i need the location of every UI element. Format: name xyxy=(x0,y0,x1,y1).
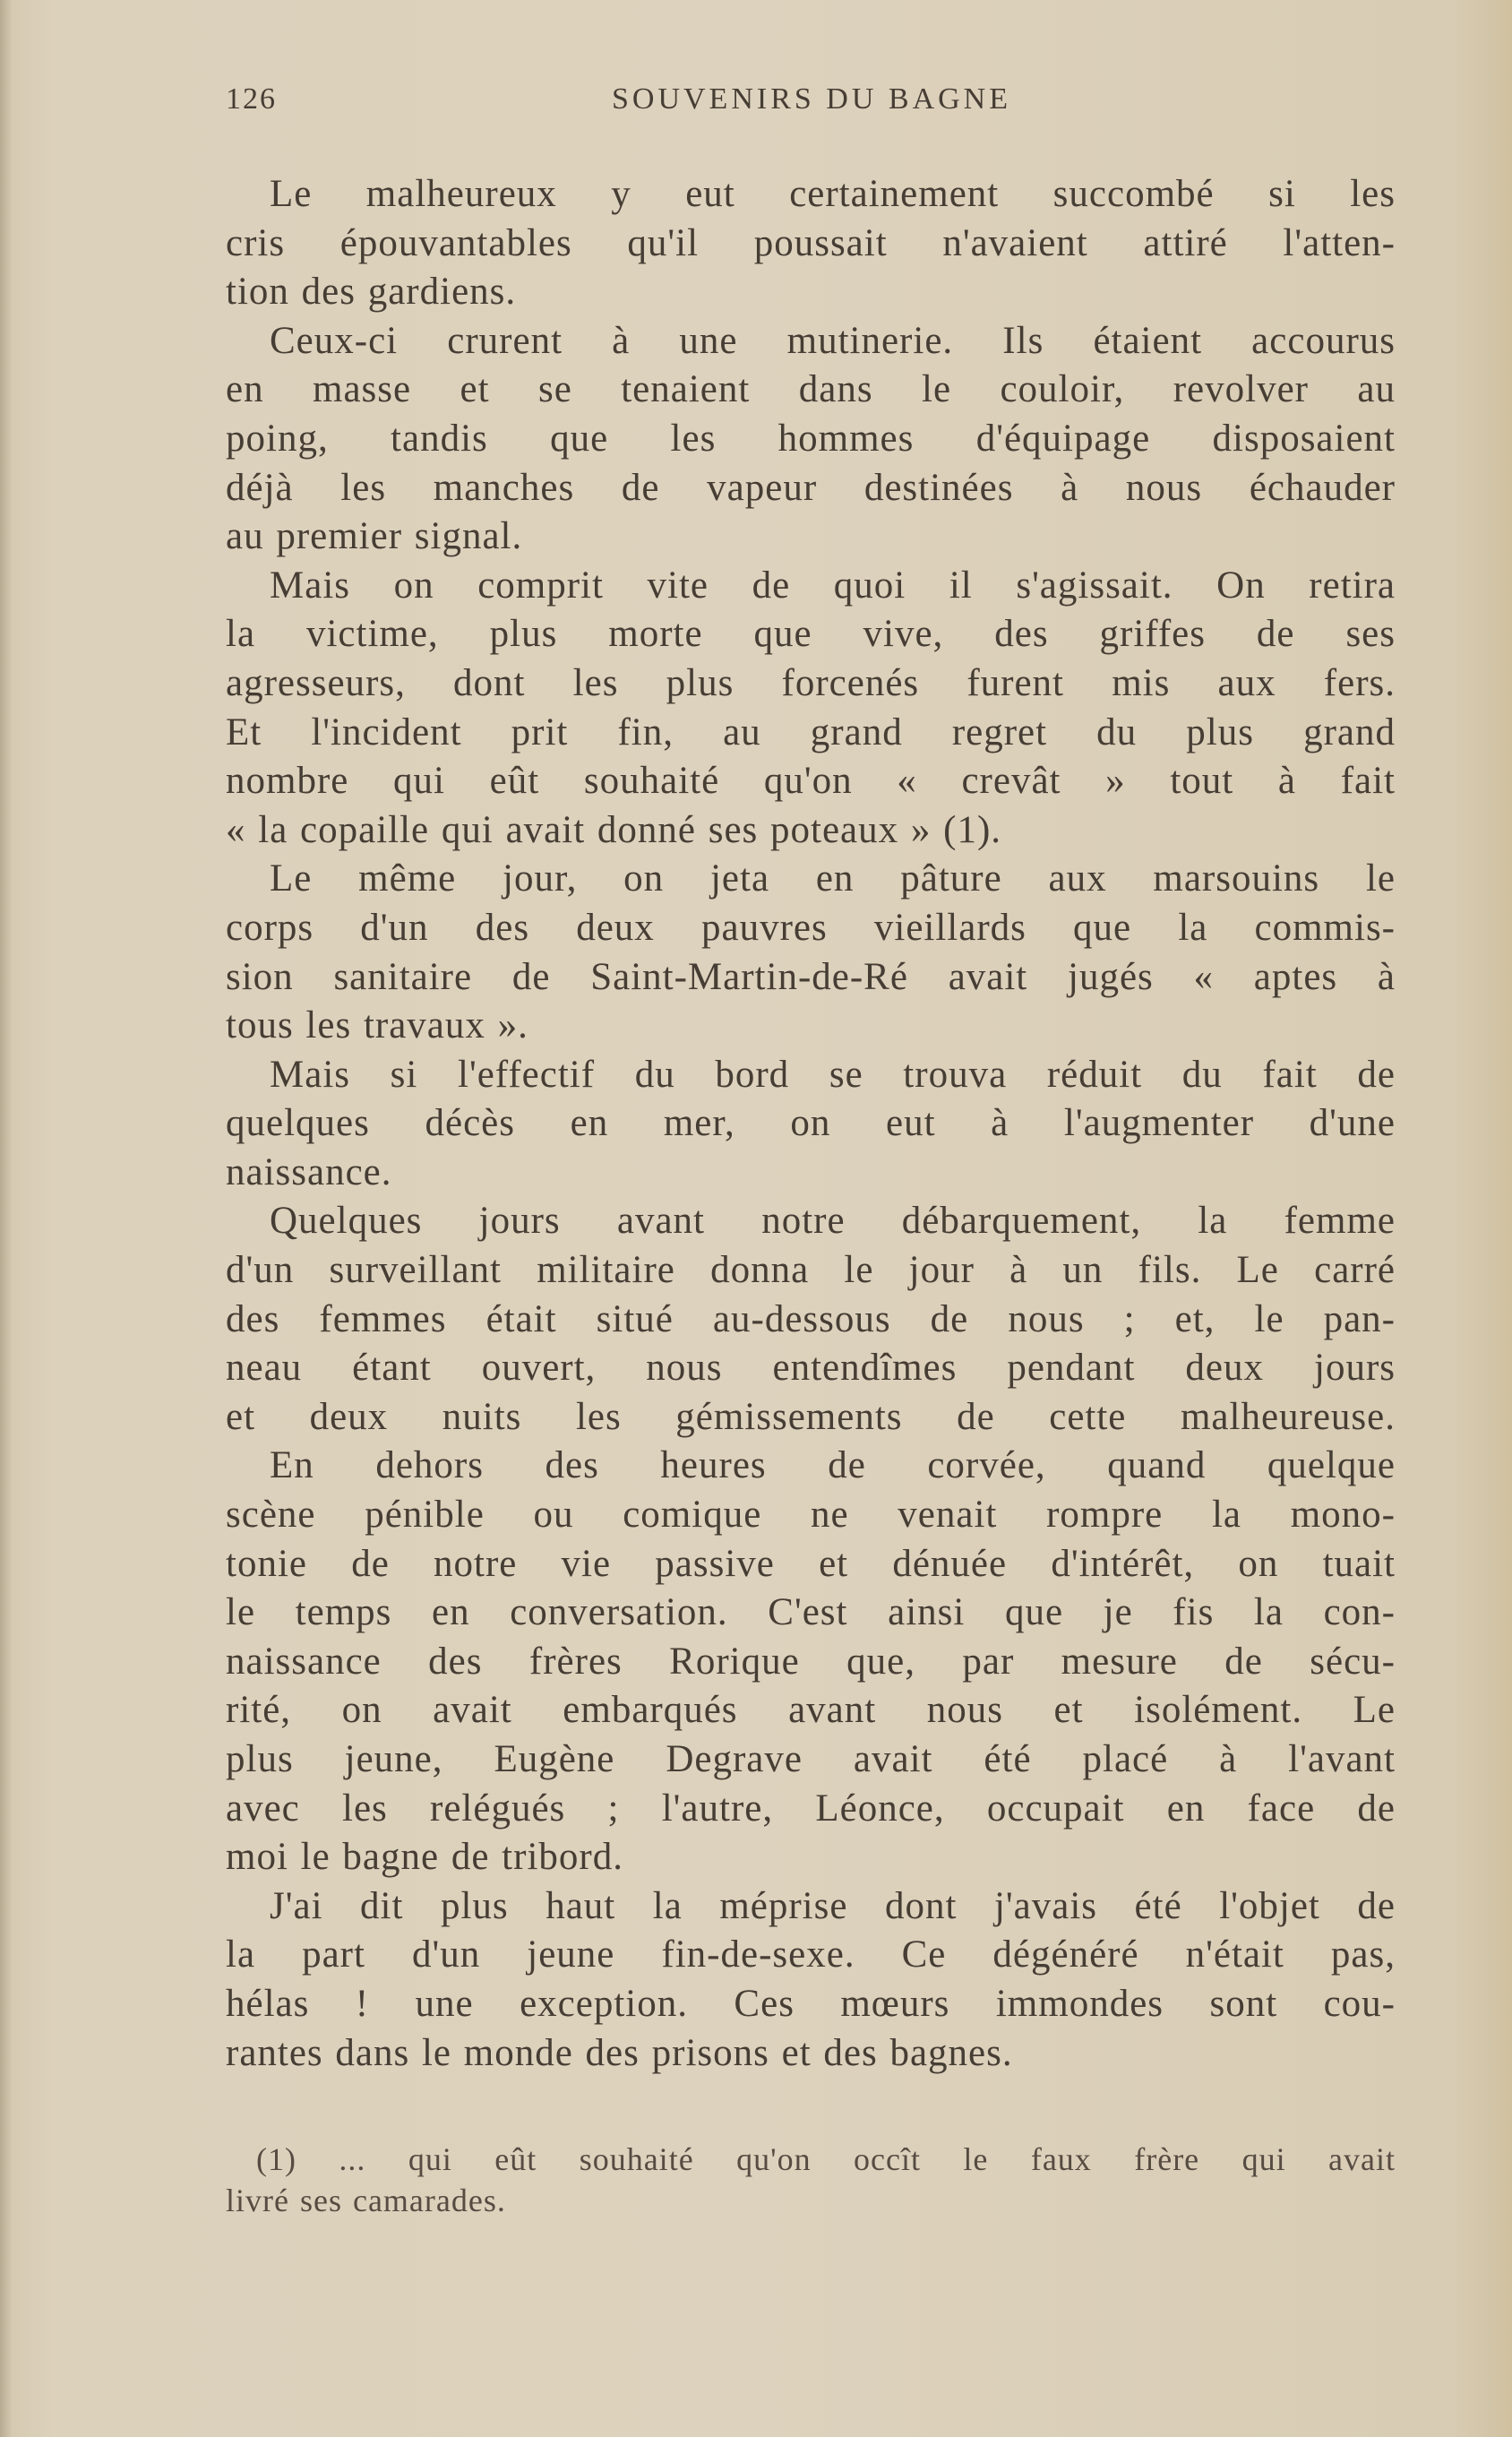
text-line: avec les relégués ; l'autre, Léonce, occupait en face de xyxy=(226,1787,1396,1830)
text-line: au premier signal. xyxy=(226,515,523,558)
text-line: plus jeune, Eugène Degrave avait été placé à l'avant xyxy=(226,1738,1396,1780)
text-line: tous les travaux ». xyxy=(226,1004,528,1047)
text-line: corps d'un des deux pauvres vieillards que la commis- xyxy=(226,906,1396,949)
text-line: Le malheureux y eut certainement succombé si les xyxy=(270,173,1396,215)
text-line: Quelques jours avant notre débarquement, la femme xyxy=(270,1200,1396,1243)
text-line: déjà les manches de vapeur destinées à nous échauder xyxy=(226,466,1396,509)
text-line: le temps en conversation. C'est ainsi que je fis la con- xyxy=(226,1591,1396,1634)
text-line: rantes dans le monde des prisons et des bagnes. xyxy=(226,2031,1013,2074)
text-line: d'un surveillant militaire donna le jour à un fils. Le carré xyxy=(226,1249,1396,1292)
footnote xyxy=(226,2139,1396,2221)
text-line: « la copaille qui avait donné ses poteaux » (1). xyxy=(226,808,1002,851)
text-line: Ceux-ci crurent à une mutinerie. Ils étaient accourus xyxy=(270,319,1396,362)
text-line: En dehors des heures de corvée, quand quelque xyxy=(270,1444,1396,1487)
text-line: moi le bagne de tribord. xyxy=(226,1836,623,1879)
text-line: la part d'un jeune fin-de-sexe. Ce dégénéré n'était pas, xyxy=(226,1933,1396,1976)
page-number: 126 xyxy=(226,82,277,116)
text-line: Et l'incident prit fin, au grand regret du plus grand xyxy=(226,710,1396,753)
text-line: hélas ! une exception. Ces mœurs immondes sont cou- xyxy=(226,1982,1396,2025)
text-line: quelques décès en mer, on eut à l'augmenter d'une xyxy=(226,1102,1396,1145)
text-line: Mais si l'effectif du bord se trouva réduit du fait de xyxy=(270,1053,1396,1096)
text-line: agresseurs, dont les plus forcenés furent mis aux fers. xyxy=(226,661,1396,704)
text-line: et deux nuits les gémissements de cette malheureuse. xyxy=(226,1395,1396,1438)
text-line: sion sanitaire de Saint-Martin-de-Ré avait jugés « aptes à xyxy=(226,955,1396,998)
footnote-line: livré ses camarades. xyxy=(226,2183,506,2218)
text-line: Mais on comprit vite de quoi il s'agissait. On retira xyxy=(270,564,1396,607)
body-text xyxy=(226,170,1396,2078)
text-line: naissance des frères Rorique que, par mesure de sécu- xyxy=(226,1640,1396,1683)
running-head: SOUVENIRS DU BAGNE xyxy=(611,82,1012,116)
text-line: rité, on avait embarqués avant nous et isolément. Le xyxy=(226,1689,1396,1732)
text-line: des femmes était situé au-dessous de nous ; et, le pan- xyxy=(226,1297,1396,1340)
text-line: en masse et se tenaient dans le couloir, revolver au xyxy=(226,368,1396,411)
text-line: tion des gardiens. xyxy=(226,271,517,314)
text-line: Le même jour, on jeta en pâture aux marsouins le xyxy=(270,857,1396,900)
text-line: neau étant ouvert, nous entendîmes pendant deux jours xyxy=(226,1347,1396,1390)
text-line: tonie de notre vie passive et dénuée d'intérêt, on tuait xyxy=(226,1542,1396,1585)
text-line: naissance. xyxy=(226,1150,392,1193)
text-line: cris épouvantables qu'il poussait n'avaient attiré l'atten- xyxy=(226,221,1396,264)
text-line: poing, tandis que les hommes d'équipage disposaient xyxy=(226,417,1396,460)
text-line: nombre qui eût souhaité qu'on « crevât » tout à fait xyxy=(226,760,1396,803)
text-line: la victime, plus morte que vive, des griffes de ses xyxy=(226,613,1396,656)
text-line: J'ai dit plus haut la méprise dont j'avais été l'objet de xyxy=(270,1884,1396,1927)
footnote-line: (1) ... qui eût souhaité qu'on occît le faux frère qui avait xyxy=(256,2141,1396,2177)
text-line: scène pénible ou comique ne venait rompre la mono- xyxy=(226,1494,1396,1537)
